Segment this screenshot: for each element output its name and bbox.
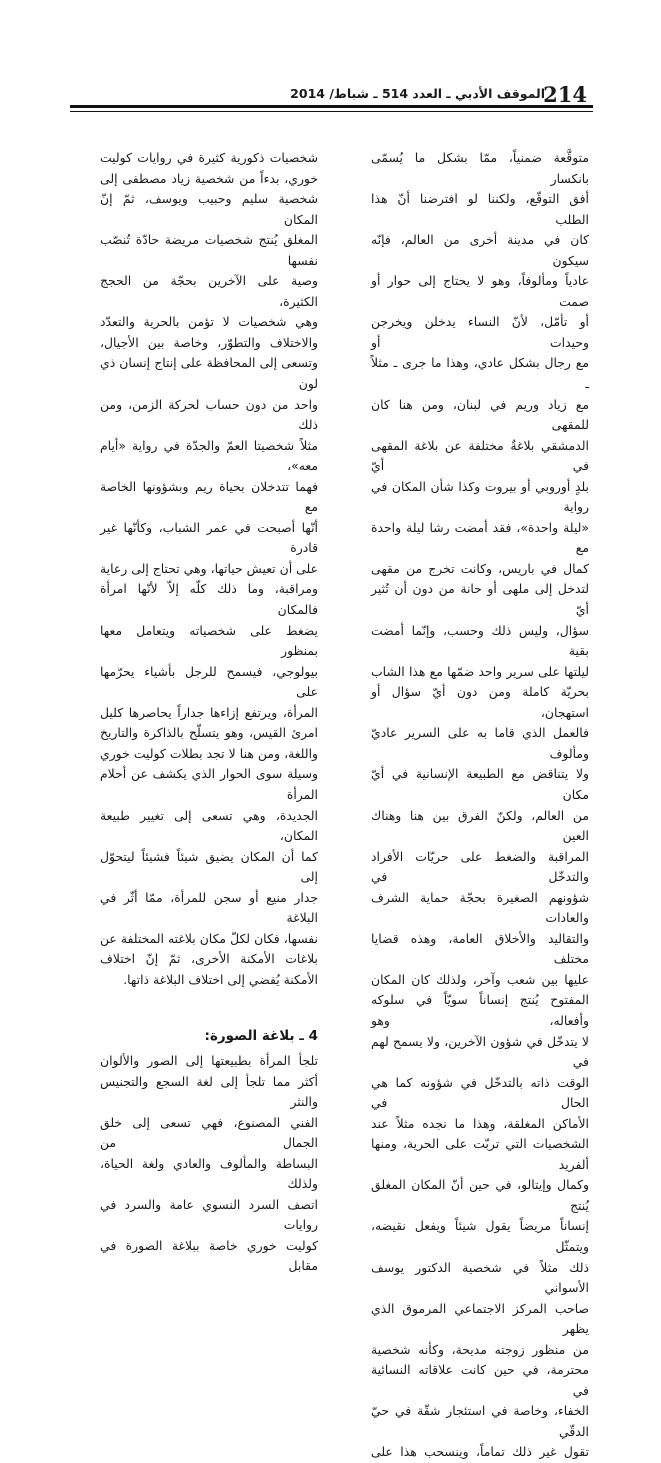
text-line: كان في مدينة أخرى من العالم، فإنّه سيكون — [371, 232, 589, 268]
text-line: الوقت ذاته بالتدخّل في شؤونه كما هي الحال في — [371, 1074, 589, 1111]
text-line: وكمال وإيتالو، في حين أنّ المكان المغلق يُنتج — [371, 1177, 589, 1213]
text-line: أو تأمّل، لأنّ النساء يدخلن ويخرجن وحيدات أو — [371, 314, 589, 350]
text-line: بيولوجي، فيسمح للرجل بأشياء يحرّمها على — [100, 663, 318, 700]
text-line: مع زياد وريم في لبنان، ومن هنا كان للمقهى — [371, 396, 589, 433]
text-line: امرئ القيس، وهو يتسلّح بالذاكرة والتاريخ — [100, 725, 318, 741]
text-line: وهي شخصيات لا تؤمن بالحرية والتعدّد — [100, 314, 318, 330]
text-line: شؤونهم الصغيرة بحجّة حماية الشرف والعادات — [371, 889, 589, 926]
page-header — [70, 78, 593, 112]
text-line: شخصيات ذكورية كثيرة في روايات كوليت — [100, 150, 318, 165]
text-line: نفسها، فكان لكلّ مكان بلاغته المختلفة عن — [100, 930, 318, 946]
text-line: متوقَّعة ضمنياً، ممّا بشكل ما يُسمّى بانكسار — [371, 150, 589, 186]
text-line: الدمشقي بلاغةٌ مختلفة عن بلاغة المقهى في أيّ — [371, 437, 589, 474]
text-line: ذلك مثلاً في شخصية الدكتور يوسف الأسواني — [371, 1259, 589, 1296]
text-line: بحريّة كاملة ومن دون أيّ سؤال أو استهجان، — [371, 684, 589, 720]
text-line: سؤال، وليس ذلك وحسب، وإنّما أمضت بقية — [371, 622, 589, 659]
text-line: البساطة والمألوف والعادي ولغة الحياة، ولذلك — [100, 1155, 318, 1192]
header-rule — [70, 105, 593, 108]
text-line: عليها بين شعب وآخر، ولذلك كان المكان — [371, 971, 589, 987]
text-line: «ليلة واحدة»، فقد أمضت رشا ليلة واحدة مع — [371, 519, 589, 556]
text-line: والاختلاف والتطوّر، وخاصة بين الأجيال، — [100, 334, 318, 350]
text-line: من العالم، ولكنّ الفرق بين هنا وهناك العين — [371, 807, 589, 844]
text-line: كما أن المكان يضيق شيئاً فشيئاً ليتحوّل إلى — [100, 848, 318, 885]
text-line: بلدٍ أوروبي أو بيروت وكذا شأن المكان في رواية — [371, 478, 589, 515]
text-line: محترمة، في حين كانت علاقاته النسائية في — [371, 1362, 589, 1398]
text-line: فهما تتدخلان بحياة ريم وبشؤونها الخاصة مع — [100, 478, 318, 515]
text-line: واحد من دون حساب لحركة الزمن، ومن ذلك — [100, 396, 318, 433]
header-rule-thin — [70, 111, 593, 112]
text-line: ولا يتناقض مع الطبيعة الإنسانية في أيّ مكان — [371, 766, 589, 802]
right-column — [371, 148, 589, 1463]
text-line: واللغة، ومن هنا لا تجد بطلات كوليت خوري — [100, 745, 318, 761]
text-line: كوليت خوري خاصة ببلاغة الصورة في مقابل — [100, 1237, 318, 1274]
text-line: يضغط على شخصياته ويتعامل معها بمنظور — [100, 622, 318, 659]
text-line: والتقاليد والأخلاق العامة، وهذه قضايا مختلف — [371, 930, 589, 967]
text-line: مثلاً شخصيتا العمّ والجدّة في رواية «أيام معه»، — [100, 437, 318, 474]
text-line: المرأة، ويرتفع إزاءها جداراً يحاصرها كليل — [100, 704, 318, 720]
text-line: أفق التوقّع، ولكننا لو افترضنا أنّ هذا الطلب — [371, 191, 589, 227]
text-line: على أن تعيش حياتها، وهي تحتاج إلى رعاية — [100, 560, 318, 576]
text-line: ومراقبة، وما ذلك كلّه إلاّ لأنّها امرأة فالمكان — [100, 581, 318, 618]
text-line: الأمكنة يُفضي إلى اختلاف البلاغة ذاتها. — [123, 971, 318, 987]
text-line: المفتوح يُنتج إنساناً سويّاً في سلوكه وأفعاله، وهو — [371, 992, 589, 1028]
text-line: المراقبة والضغط على حريّات الأفراد والتدخّل في — [371, 848, 589, 885]
text-line: فالعمل الذي قاما به على السرير عاديّ ومألوف — [371, 725, 589, 761]
text-line: الخفاء، وخاصة في استئجار شقّة في حيّ الدقّي — [371, 1403, 589, 1439]
text-line: الجديدة، وهي تسعى إلى تغيير طبيعة المكان، — [100, 807, 318, 844]
text-line: من منظور زوجته مديحة، وكأنه شخصية — [371, 1341, 589, 1357]
text-line: الأماكن المغلقة، وهذا ما نجده مثلاً عند — [371, 1115, 589, 1131]
text-line: الفني المصنوع، فهي تسعى إلى خلق الجمال من — [100, 1114, 318, 1151]
text-line: خوري، بدءاً من شخصية زياد مصطفى إلى — [100, 170, 318, 186]
text-line: تلجأ المرأة بطبيعتها إلى الصور والألوان — [100, 1052, 318, 1068]
text-line: أكثر مما تلجأ إلى لغة السجع والتجنيس والنثر — [100, 1073, 318, 1110]
text-line: مع رجال بشكل عادي، وهذا ما جرى ـ مثلاً ـ — [371, 355, 589, 392]
text-line: كمال في باريس، وكانت تخرج من مقهى — [371, 560, 589, 576]
text-line: ليلتها على سرير واحد ضمّها مع هذا الشاب — [371, 663, 589, 679]
text-line: صاحب المركز الاجتماعي المرموق الذي يظهر — [371, 1300, 589, 1337]
journal-title: الموقف الأدبي ـ العدد 514 ـ شباط/ 2014 — [290, 86, 545, 101]
text-line: تقول غير ذلك تماماً، وينسحب هذا على — [371, 1444, 589, 1460]
text-line: أنّها أصبحت في عمر الشباب، وكأنّها غير قادرة — [100, 519, 318, 556]
text-line: وصية على الآخرين بحجّة من الحجج الكثيرة، — [100, 273, 318, 309]
section-heading: 4 ـ بلاغة الصورة: — [204, 1028, 318, 1045]
left-column — [100, 148, 318, 1277]
text-line: المغلق يُنتج شخصيات مريضة حادّة تُنصّب نفسها — [100, 232, 318, 268]
text-line: لا يتدخّل في شؤون الآخرين، ولا يسمح لهم في — [371, 1033, 589, 1070]
page-number: 214 — [543, 82, 587, 107]
text-line: لتدخل إلى ملهى أو حانة من دون أن تُثير أيّ — [371, 581, 589, 618]
text-line: الشخصيات التي تربّت على الحرية، ومنها ألفريد — [371, 1136, 589, 1172]
text-line: وسيلة سوى الحوار الذي يكشف عن أحلام المرأة — [100, 766, 318, 802]
text-line: اتصف السرد النسوي عامة والسرد في روايات — [100, 1196, 318, 1233]
text-line: جدار منيع أو سجن للمرأة، ممّا أثّر في البلاغة — [100, 889, 318, 926]
text-line: بلاغات الأمكنة الأخرى، ثمّ إنّ اختلاف — [100, 951, 318, 967]
text-line: عادياً ومألوفاً، وهو لا يحتاج إلى حوار أو صمت — [371, 273, 589, 309]
text-line: إنساناً مريضاً يقول شيئاً ويفعل نقيضه، ويتمثّل — [371, 1218, 589, 1254]
text-line: شخصية سليم وحبيب ويوسف، ثمّ إنّ المكان — [100, 191, 318, 227]
text-line: وتسعى إلى المحافظة على إنتاج إنسان ذي لون — [100, 355, 318, 392]
